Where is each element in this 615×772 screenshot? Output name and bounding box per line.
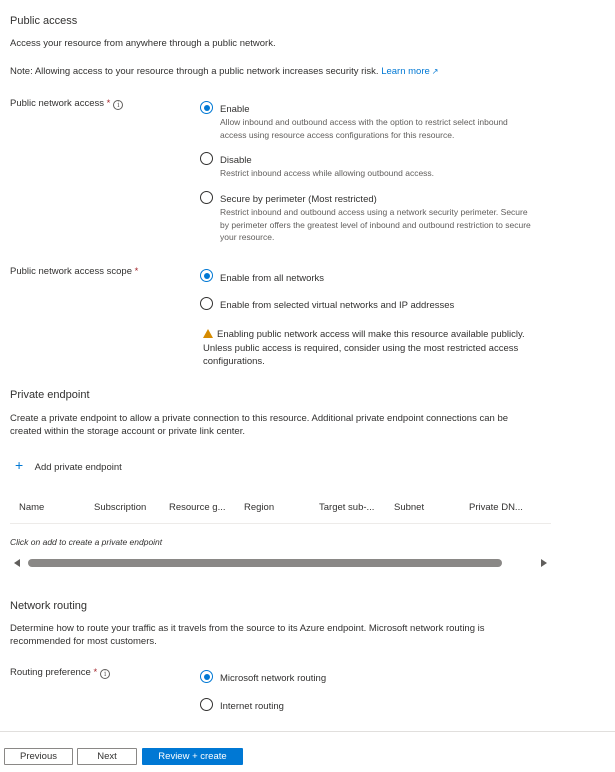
warning-line-1: Enabling public network access will make this resource available publicly. bbox=[203, 328, 525, 341]
private-endpoint-description-2: created within the storage account or private link center. bbox=[10, 426, 245, 437]
warning-icon bbox=[203, 329, 213, 338]
column-header-subnet[interactable]: Subnet bbox=[394, 502, 425, 513]
public-access-heading: Public access bbox=[10, 15, 78, 27]
external-link-icon: ↗ bbox=[431, 67, 439, 76]
column-header-resource-group[interactable]: Resource g... bbox=[169, 502, 226, 513]
column-header-private-dns[interactable]: Private DN... bbox=[469, 502, 523, 513]
review-create-button[interactable]: Review + create bbox=[142, 748, 243, 765]
private-endpoint-heading: Private endpoint bbox=[10, 389, 90, 401]
network-routing-heading: Network routing bbox=[10, 600, 88, 612]
add-private-endpoint-label: Add private endpoint bbox=[34, 462, 122, 473]
radio-internet-routing-label: Internet routing bbox=[220, 701, 284, 712]
add-private-endpoint-button[interactable] bbox=[15, 458, 122, 472]
plus-icon: + bbox=[15, 457, 24, 473]
footer-divider bbox=[0, 731, 615, 732]
table-header-divider bbox=[10, 523, 551, 524]
private-endpoint-description-1: Create a private endpoint to allow a private connection to this resource. Additional private endpoint connections can be bbox=[10, 413, 509, 424]
radio-enable-selected-networks-label: Enable from selected virtual networks and IP addresses bbox=[220, 300, 455, 311]
next-button[interactable]: Next bbox=[77, 748, 137, 765]
note-text: Note: Allowing access to your resource through a public network increases security risk. bbox=[10, 66, 379, 77]
radio-disable-desc: Restrict inbound access while allowing outbound access. bbox=[220, 168, 435, 178]
scroll-left-arrow-icon[interactable] bbox=[14, 559, 20, 567]
public-access-description: Access your resource from anywhere through a public network. bbox=[10, 38, 276, 49]
radio-internet-routing[interactable] bbox=[200, 698, 213, 711]
required-mark: * bbox=[106, 98, 111, 109]
radio-secure-by-perimeter[interactable] bbox=[200, 191, 213, 204]
radio-enable-desc-2: access using resource access configurations for this resource. bbox=[220, 129, 455, 140]
public-access-note bbox=[10, 65, 439, 78]
radio-secure-desc-2: by perimeter offers the greatest level of inbound and outbound restriction to secure bbox=[220, 219, 531, 230]
radio-disable-label: Disable bbox=[220, 155, 252, 166]
learn-more-link[interactable]: Learn more ↗ bbox=[381, 66, 439, 77]
info-icon[interactable]: i bbox=[113, 100, 123, 110]
radio-enable-all-networks[interactable] bbox=[200, 269, 213, 282]
public-network-access-label: Public network access * i bbox=[10, 97, 123, 110]
radio-enable[interactable] bbox=[200, 101, 213, 114]
radio-enable-all-networks-label: Enable from all networks bbox=[220, 273, 325, 284]
radio-secure-desc-1: Restrict inbound and outbound access using a network security perimeter. Secure bbox=[220, 207, 528, 217]
radio-enable-label: Enable bbox=[220, 104, 250, 115]
public-network-access-scope-label: Public network access scope * bbox=[10, 266, 139, 277]
radio-enable-desc-1: Allow inbound and outbound access with the option to restrict select inbound bbox=[220, 117, 508, 127]
column-header-name[interactable]: Name bbox=[19, 502, 45, 513]
column-header-region[interactable]: Region bbox=[244, 502, 275, 513]
scroll-right-arrow-icon[interactable] bbox=[541, 559, 547, 567]
horizontal-scrollbar[interactable] bbox=[10, 557, 551, 569]
radio-microsoft-routing-label: Microsoft network routing bbox=[220, 673, 327, 684]
routing-preference-label: Routing preference * i bbox=[10, 666, 110, 679]
radio-secure-by-perimeter-label: Secure by perimeter (Most restricted) bbox=[220, 194, 377, 205]
radio-enable-selected-networks[interactable] bbox=[200, 297, 213, 310]
warning-line-2: Unless public access is required, consider using the most restricted access bbox=[203, 343, 519, 354]
column-header-subscription[interactable]: Subscription bbox=[94, 502, 147, 513]
radio-microsoft-routing[interactable] bbox=[200, 670, 213, 683]
network-routing-description-2: recommended for most customers. bbox=[10, 636, 157, 647]
empty-table-text: Click on add to create a private endpoint bbox=[10, 537, 163, 547]
radio-secure-desc-3: your resource. bbox=[220, 232, 275, 242]
scrollbar-thumb[interactable] bbox=[28, 559, 502, 567]
radio-disable[interactable] bbox=[200, 152, 213, 165]
network-routing-description-1: Determine how to route your traffic as it travels from the source to its Azure endpoint. Microsoft network routing is bbox=[10, 623, 485, 634]
previous-button[interactable]: Previous bbox=[4, 748, 73, 765]
warning-line-3: configurations. bbox=[203, 356, 265, 367]
info-icon[interactable]: i bbox=[100, 669, 110, 679]
column-header-target-subresource[interactable]: Target sub-... bbox=[319, 502, 375, 513]
required-mark: * bbox=[93, 667, 98, 678]
required-mark: * bbox=[134, 266, 139, 277]
